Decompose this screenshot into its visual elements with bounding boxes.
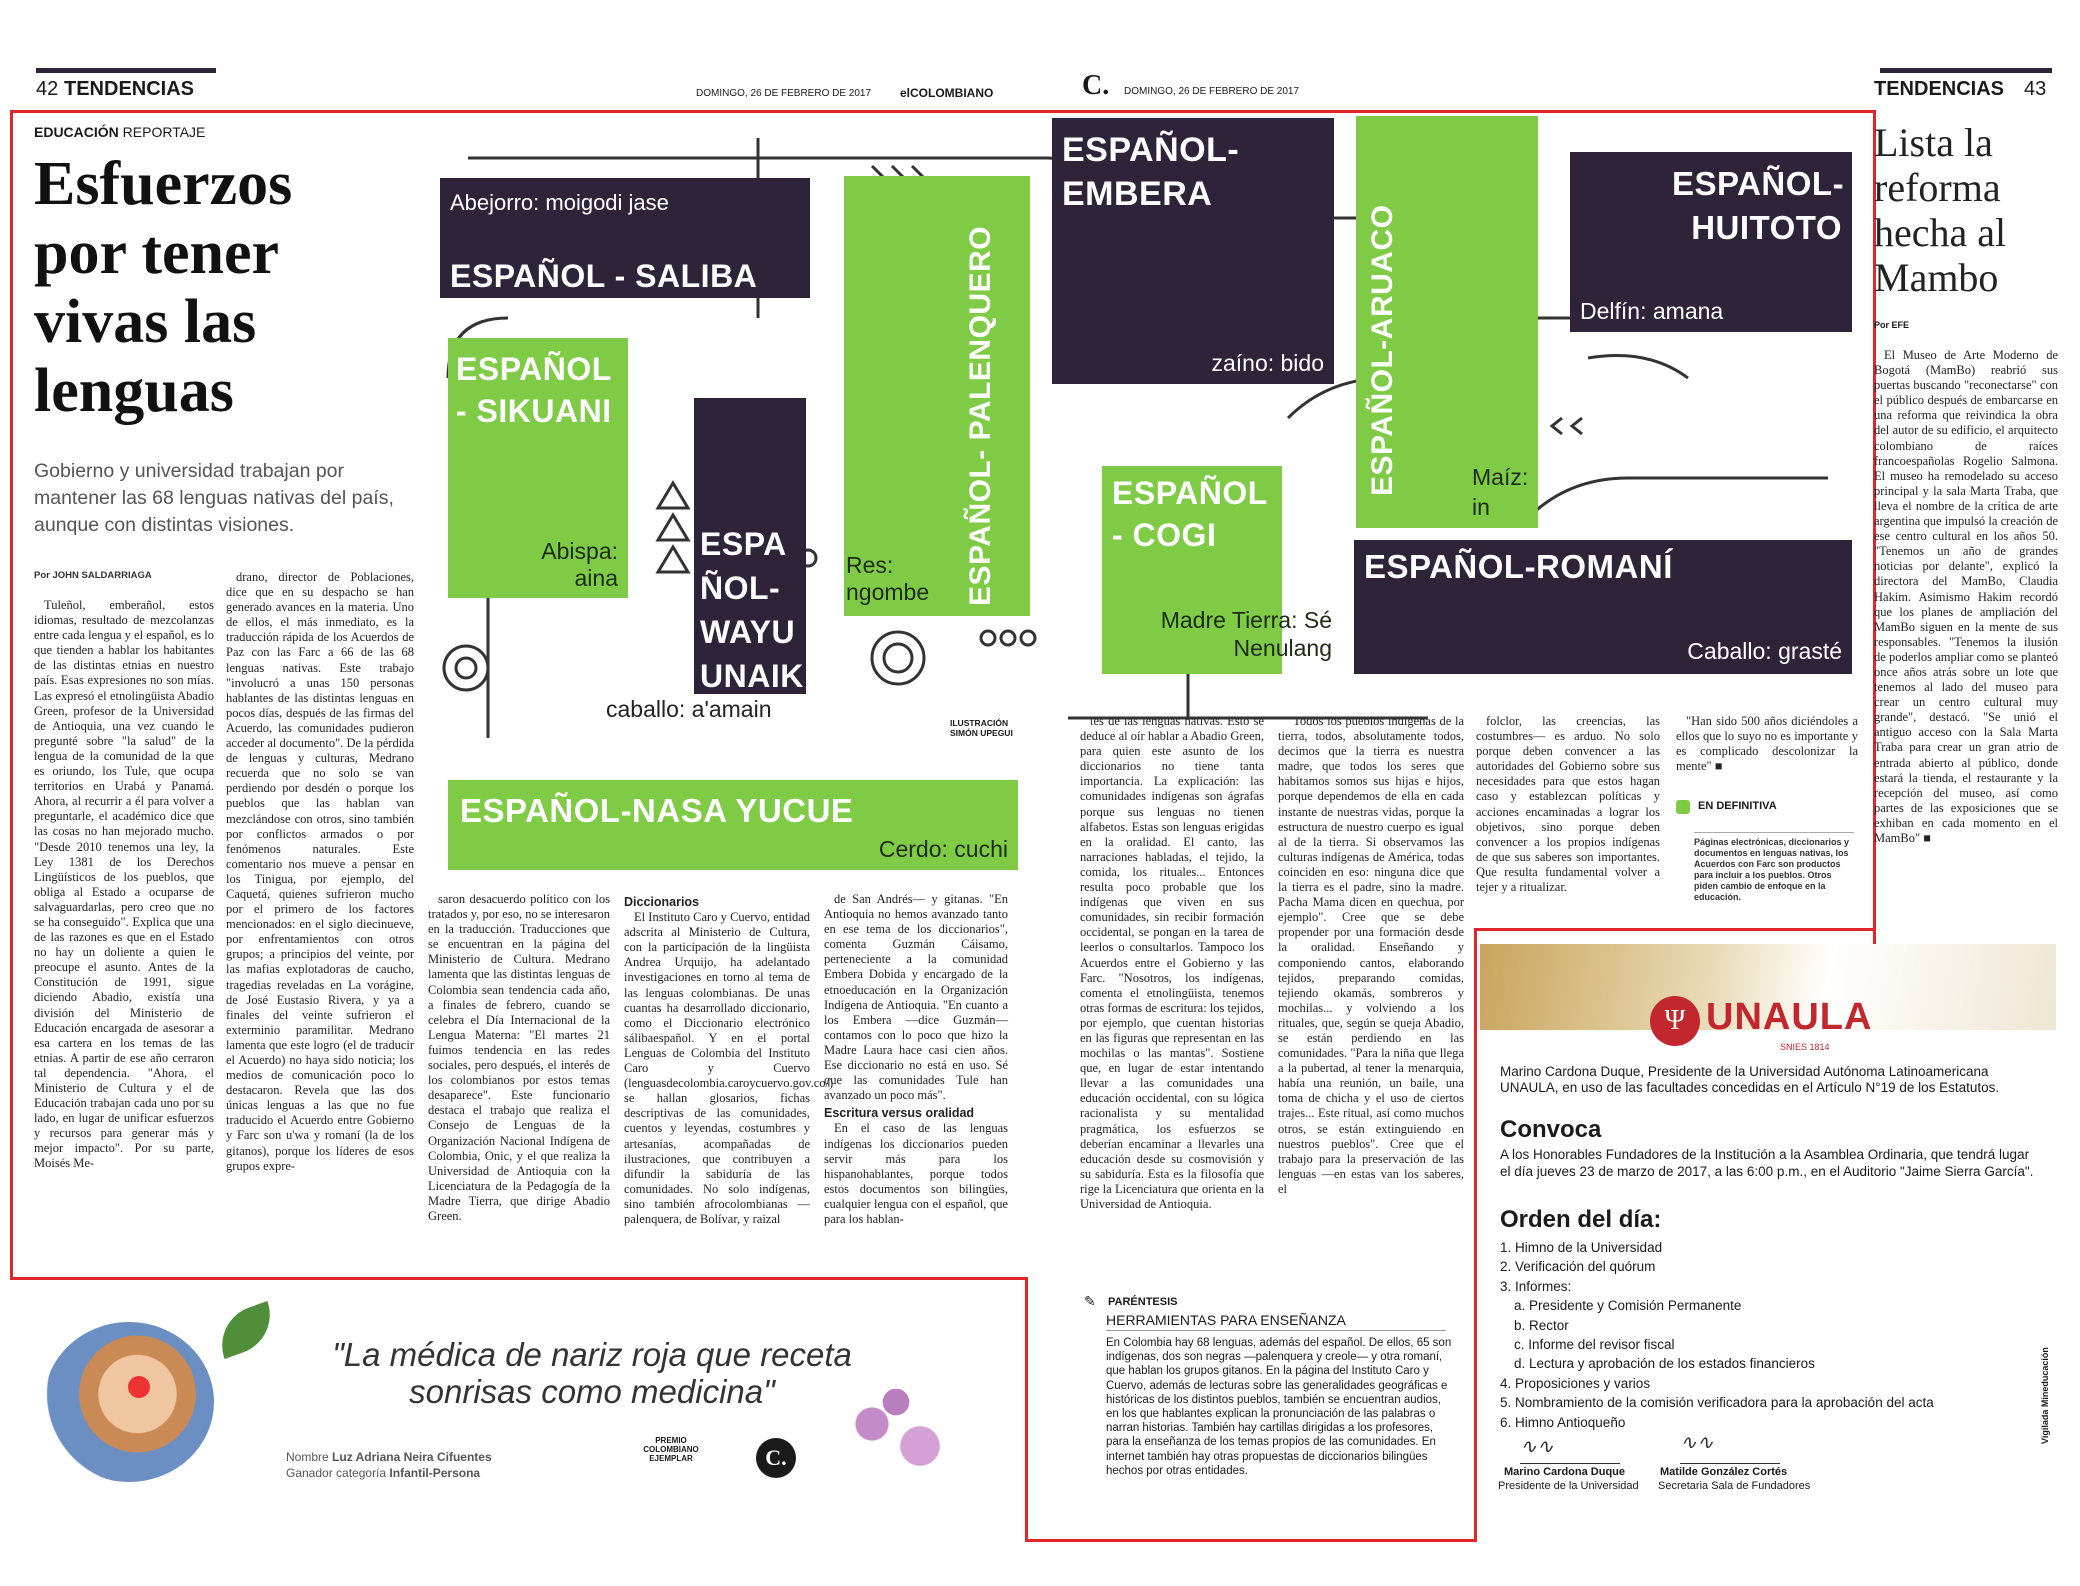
signer-2-role: Secretaria Sala de Fundadores <box>1658 1480 1811 1492</box>
newspaper-logo: C. <box>1082 70 1110 101</box>
right-header-rule <box>1880 68 2052 73</box>
agenda-item: b. Rector <box>1514 1317 1569 1333</box>
box-word: zaíno: bido <box>1211 350 1324 376</box>
signature-1: ∿∿ <box>1520 1434 1620 1464</box>
box-word: Madre Tierra: Sé Nenulang <box>1160 607 1332 661</box>
article-deck: Gobierno y universidad trabajan por mantener las 68 lenguas nativas del país, aunque con distintas visiones. <box>34 460 394 536</box>
box-title: ESPAÑOL- HUITOTO <box>1672 165 1845 246</box>
article-kicker <box>34 124 205 140</box>
agenda-item: d. Lectura y aprobación de los estados financieros <box>1514 1356 1815 1372</box>
ad-orden-title: Orden del día: <box>1500 1206 1662 1233</box>
agenda-item: 6. Himno Antioqueño <box>1500 1414 1626 1430</box>
right-section-name: TENDENCIAS <box>1874 78 2005 100</box>
side-byline: Por EFE <box>1874 320 1910 330</box>
box-word: Abispa: aina <box>541 538 618 591</box>
credit-name: SIMÓN UPEGUI <box>950 728 1013 738</box>
box-espanol-embera <box>1052 118 1334 384</box>
box-word: Caballo: grasté <box>1687 638 1842 664</box>
parentesis-label: PARÉNTESIS <box>1108 1296 1178 1308</box>
box-title: ESPAÑOL - COGI <box>1112 475 1268 553</box>
credit-label: ILUSTRACIÓN <box>950 718 1009 728</box>
illustration-credit <box>950 718 1013 738</box>
unaula-ad <box>1480 944 2056 1528</box>
body-text: En el caso de las lenguas indígenas los diccionarios pueden servir más para los hispanohablantes, porque todos estos documentos son bilingües, cualquier lengua con el español, que para los hablan- <box>824 1121 1008 1226</box>
ad-convoca-text: A los Honorables Fundadores de la Institución a la Asamblea Ordinaria, que tendrá lugar el día jueves 23 de marzo de 2017, a las 6:00 p.m., en el Auditorio "Jaime Sierra García". <box>1500 1147 2034 1179</box>
box-word-caballo-wayu: caballo: a'amain <box>606 696 772 722</box>
box-word: Abejorro: moigodi jase <box>450 190 669 215</box>
doctor-clown-photo <box>44 1322 214 1482</box>
body-text: tes de las lenguas nativas. Esto se deduce al oír hablar a Abadio Green, para quien este asunto de los diccionarios no tiene tanta importancia. La explicación: las comunidades indígenas son ágrafas porque sus lenguas no tienen alfabetos. Estas son lenguas erigidas en la oralidad. El canto, las narraciones habladas, el tejido, la comida, los rituales... Entonces resulta poco probable que los indígenas que viven en sus comunidades, sin recibir formación occidental, se pongan en la tarea de leerlos o consultarlos. Tampoco los Acuerdos entre el Gobierno y las Farc. "Nosotros, los indígenas, comenta el etnolingüista, tenemos otras formas de escritura: los tejidos, por ejemplo, que cuentan historias en las figuras que representan en las mochilas o las mantas". Sostiene que, en lugar de estar intentando llevar a las comunidades una educación occidental, con su lógica racionalista y su mentalidad pragmática, los esfuerzos se deberían encaminar a llevarles una educación desde su cosmovisión y su sabiduría. Esta es la filosofía que rige la Licenciatura que orienta en la Universidad de Antioquia. <box>1080 714 1264 1211</box>
leaf-decoration-icon <box>211 1301 281 1359</box>
box-word: Delfín: amana <box>1580 298 1724 324</box>
frame-bottom-mid <box>1474 928 1876 931</box>
body-text: saron desacuerdo político con los tratados y, por eso, no se interesaron en la traducción. Traducciones que se encuentran en la página del Ministerio de Cultura. Medrano lamenta que las distintas lenguas de Colombia sean tendencia cada año, a finales de febrero, cuando se celebra el Día Internacional de la Lengua Materna: "El martes 21 fuimos tendencia en las redes sociales, pero después, el interés de los colombianos por estos temas desaparece". Este funcionario destaca el trabajo que realiza el Consejo de Lenguas de la Organización Nacional Indígena de Colombia, Onic, y el que realiza la Universidad de Antioquia con la Licenciatura de la Pedagogía de la Madre Tierra, que dirige Abadio Green. <box>428 892 610 1223</box>
box-title: ESPAÑOL-ARUACO <box>1366 204 1399 496</box>
ad-intro: Marino Cardona Duque, Presidente de la Universidad Autónoma Latinoamericana UNAULA, en uso de las facultades concedidas en el Artículo N°19 de los Estatutos. <box>1500 1064 2000 1095</box>
newspaper-name: elCOLOMBIANO <box>900 86 994 100</box>
ad-convoca-title: Convoca <box>1500 1116 1602 1143</box>
agenda-item: c. Informe del revisor fiscal <box>1514 1337 1675 1353</box>
body-text: folclor, las creencias, las costumbres— es arduo. No solo porque deben convencer a las autoridades del Gobierno sobre sus necesidades para que estos hagan caso y establezcan políticas y acciones encaminadas a lograr los objetivos, sino porque deben convencer a los propios indígenas de que sus saberes son importantes. Que resulta fundamental volver a tejer y a ritualizar. <box>1476 714 1660 895</box>
box-title: ESPA ÑOL- WAYU UNAIKI <box>700 526 814 694</box>
promo-name: Luz Adriana Neira Cifuentes <box>332 1450 492 1464</box>
red-nose <box>128 1376 150 1398</box>
parentesis-text: En Colombia hay 68 lenguas, además del español. De ellos, 65 son indígenas, dos son negras —palenquera y creole— y otra romaní, que hablan los grupos gitanos. En la página del Instituto Caro y Cuervo, además de lecturas sobre las generalidades geográficas e históricas de los distintos pueblos, también se encuentran audios, en los que hablantes explican la pronunciación de las palabras o narran historias. También hay cartillas dirigidas a los profesores, para la enseñanza de los temas propios de las comunidades. En internet también hay otras propuestas de diccionarios bilingües hechos por otras entidades. <box>1106 1337 1452 1477</box>
box-espanol-nasa-yucue <box>448 780 1018 870</box>
ad-agenda-list <box>1500 1238 2020 1432</box>
en-definitiva-text: Páginas electrónicas, diccionarios y documentos en lenguas nativas, los Acuerdos con Farc son productos para incluir a los pueblos. Otros piden cambio de enfoque en la educación. <box>1694 832 1854 903</box>
promo-name-label: Nombre <box>286 1450 329 1464</box>
box-espanol-palenquero <box>844 176 1030 616</box>
agenda-item: 4. Proposiciones y varios <box>1500 1375 1651 1391</box>
right-page-number: 43 <box>2024 78 2047 100</box>
promo-quote: "La médica de nariz roja que receta sonrisas como medicina" <box>332 1336 852 1410</box>
signature-2: ∿∿ <box>1680 1430 1780 1464</box>
pin-icon: ✎ <box>1084 1295 1096 1310</box>
right-header-date: DOMINGO, 26 DE FEBRERO DE 2017 <box>1124 86 1300 97</box>
pull-quote: "Han sido 500 años diciéndoles a ellos que lo suyo no es importante y es complicado descolonizar la mente" ■ <box>1676 714 1858 774</box>
ad-logo-icon: Ψ <box>1650 996 1700 1046</box>
left-header-rule <box>36 68 216 73</box>
agenda-item: 5. Nombramiento de la comisión verificadora para la aprobación del acta <box>1500 1395 1934 1411</box>
box-espanol-saliba <box>440 178 810 298</box>
body-text: "Todos los pueblos indígenas de la tierra, todos, absolutamente todos, decimos que la tierra es nuestra madre, que todos los seres que habitamos somos sus hijas e hijos, porque dependemos de ella en cada instante de nuestras vidas, porque la estructura de nuestro cuerpo es igual al de la tierra. Si observamos las culturas indígenas de América, todas coinciden en eso: ninguna dice que la tierra es el padre, sino la madre. Pacha Mama dicen en quechua, por ejemplo". Cree que se debe propender por una formación desde la oralidad. Enseñando y componiendo cantos, elaborando tejidos, preparando comidas, tejiendo okamás, sombreros y mochilas... y volviendo a los rituales, que, según se queja Abadio, se están perdiendo en las comunidades. "Para la niña que llega a la pubertad, al tener la menarquia, había una reunión, un baile, una toma de chicha y el uso de ciertos trajes... Este ritual, así como muchos otros, se están extinguiendo en nuestros pueblos". Cree que el trabajo para la preservación de las lenguas —en estas van los saberes, el <box>1278 714 1464 1196</box>
promo-banner <box>36 1300 1016 1510</box>
box-word: Maíz: in <box>1472 464 1529 520</box>
ad-vertical-note: Vigilada Mineducación <box>2040 1347 2050 1444</box>
body-text: Tuleñol, emberañol, estos idiomas, resultado de mezcolanzas entre cada lengua y el español, es lo que tienden a hablar los habitantes de las distintas etnias en nuestro país. Esas expresiones no son mías. Las expresó el etnolingüista Abadio Green, profesor de la Universidad de Antioquia, una vez cuando le pregunté sobre "la salud" de la lengua de la comunidad de la que es oriundo, los Tule, que ocupa territorios en Urabá y Panamá. Ahora, al recurrir a él para volver a preguntarle, el académico dice que las cosas no han mejorado mucho. "Desde 2010 tenemos una ley, la Ley 1381 de los Derechos Lingüísticos de los pueblos, que obliga al Estado a ocuparse de salvaguardarlas, pero creo que no se ha conseguido". Explica que una de las razones es que en el Estado no hay un doliente a quien le preocupe el asunto. Antes de la Constitución de 1991, sigue diciendo Abadio, existía una división del Ministerio de Educación encargada de asesorar a esa cartera en los temas de las etnias. A partir de ese año cerraron tal dependencia. "Ahora, el Ministerio de Cultura y el de Educación trabajan cada uno por su lado, en lugar de unificar esfuerzos y recursos para generar más y mejor impacto". Por su parte, Moisés Me- <box>34 598 214 1171</box>
frame-right-lower <box>1025 1277 1028 1542</box>
box-espanol-sikuani <box>448 338 628 598</box>
subhead-diccionarios: Diccionarios <box>624 895 700 909</box>
signer-1-name: Marino Cardona Duque <box>1504 1466 1626 1478</box>
box-word: Res: ngombe <box>846 552 930 605</box>
parentesis-box <box>1084 1294 1464 1526</box>
orchid-decoration-icon <box>836 1380 956 1490</box>
frame-bottom-right <box>1025 1539 1477 1542</box>
box-espanol-wayu-unaiki <box>694 398 814 694</box>
side-headline: Lista la reforma hecha al Mambo <box>1874 120 2007 300</box>
body-column-2 <box>226 570 414 1270</box>
signer-2-name: Matilde González Cortés <box>1660 1466 1788 1478</box>
box-espanol-cogi <box>1102 466 1332 674</box>
agenda-item: 1. Himno de la Universidad <box>1500 1240 1663 1255</box>
left-section-name: TENDENCIAS <box>64 78 195 100</box>
side-article-body <box>1874 348 2058 908</box>
box-title: ESPAÑOL-NASA YUCUE <box>460 792 854 829</box>
box-title: ESPAÑOL- EMBERA <box>1062 131 1240 213</box>
left-header-date: DOMINGO, 26 DE FEBRERO DE 2017 <box>696 88 872 99</box>
box-title: ESPAÑOL-ROMANÍ <box>1364 548 1673 585</box>
ad-brand: UNAULA <box>1706 996 1873 1038</box>
signer-1-role: Presidente de la Universidad <box>1498 1480 1639 1492</box>
body-column-4 <box>624 892 834 1270</box>
kicker-type: REPORTAJE <box>122 124 206 140</box>
agenda-item: 3. Informes: <box>1500 1278 1572 1294</box>
side-body-text: El Museo de Arte Moderno de Bogotá (MamBo) reabrió sus puertas buscando "reconectarse" con el público después de embarcarse en una reforma que reivindica la obra del autor de su edificio, el arquitecto colombiano de raíces francoespañolas Rogelio Salmona. El museo ha remodelado su acceso principal y la sala Marta Traba, que lleva el nombre de la crítica de arte argentina que impulsó la creación de ese centro cultural en los años 50. "Tenemos un año de grandes noticias por delante", explicó la directora del MamBo, Claudia Hakim. Asimismo Hakim recordó que los planes de ampliación del MamBo siguen en la mente de sus responsables. "Tenemos la ilusión de poderlos ampliar como se planteó once años atrás sobre un lote que tenemos al lado del museo para crear un centro cultural muy grande", destacó. "Se unió el antiguo acceso con la Sala Marta Traba para crear un gran atrio de entrada abierto al público, donde estará la tienda, el restaurante y la recepción del museo, así como partes de las exposiciones que se exhiban en cada momento en el MamBo" ■ <box>1874 348 2058 845</box>
body-text: drano, director de Poblaciones, dice que en su despacho se han generado avances en la materia. Uno de ellos, el más inmediato, es la traducción rápida de los Acuerdos de Paz con las Farc a 66 de las 68 lenguas nativas. Este trabajo "involucró a unas 150 personas hablantes de las distintas lenguas en pocos días, después de las firmas del Acuerdo, las comunidades pudieron acceder al documento". De la pérdida de lenguas y culturas, Medrano recuerda que no solo se van perdiendo por desdén o porque los pueblos que las hablan van mezclándose con otros, sino también por conflictos armados o por fenómenos naturales. Este comentario nos mueve a pensar en los Tinigua, por ejemplo, del Caquetá, quienes sufrieron mucho por el primero de los factores mencionados: en el siglo diecinueve, por enfrentamientos con otros grupos; a principios del veinte, por las mafias explotadoras de caucho, tragedias reveladas en La vorágine, de José Eustasio Rivera, y ya a finales del veinte sufrieron el exterminio paramilitar. Medrano lamenta que este logro (el de traducir el Acuerdo) no haya sido noticia; los medios de comunicación poco lo destacaron. Revela que las dos únicas lenguas a las que no fue traducido el Acuerdo entre Gobierno y Farc son u'wa y romaní (la de los gitanos), porque los líderes de esos grupos expre- <box>226 570 414 1173</box>
box-title: ESPAÑOL- PALENQUERO <box>964 225 997 606</box>
newspaper-c-logo: C. <box>756 1438 796 1478</box>
agenda-item: 2. Verificación del quórum <box>1500 1259 1656 1275</box>
kicker-section: EDUCACIÓN <box>34 124 119 140</box>
promo-category-label: Ganador categoría <box>286 1466 387 1480</box>
box-espanol-huitoto <box>1570 152 1852 332</box>
body-column-1 <box>34 598 214 1270</box>
left-page-number: 42 <box>36 78 59 100</box>
agenda-item: a. Presidente y Comisión Permanente <box>1514 1298 1742 1314</box>
body-text: de San Andrés— y gitanas. "En Antioquia no hemos avanzado tanto en ese tema de los diccionarios", comenta Guzmán Cáisamo, perteneciente a la comunidad Embera Dobida y encargado de la etnoeducación en la Organización Indígena de Antioquia. "En cuanto a los Embera —dice Guzmán— contamos con lo poco que hizo la Madre Laura hace casi cien años. Ese diccionario no está en uso. Sé que las comunidades Tule han avanzado un poco más". <box>824 892 1008 1103</box>
body-column-5 <box>824 892 1008 1270</box>
box-espanol-romani <box>1354 540 1852 674</box>
frame-right-lower-2 <box>1474 930 1477 1542</box>
ad-snies: SNIES 1814 <box>1780 1042 1830 1052</box>
promo-category-line <box>286 1466 480 1480</box>
frame-bottom-left <box>10 1277 1028 1280</box>
box-espanol-aruaco <box>1356 116 1538 528</box>
box-title: ESPAÑOL - SIKUANI <box>456 351 612 429</box>
parentesis-title: HERRAMIENTAS PARA ENSEÑANZA <box>1106 1312 1446 1331</box>
article-byline: Por JOHN SALDARRIAGA <box>34 570 152 581</box>
body-column-3 <box>428 892 610 1270</box>
subhead-escritura: Escritura versus oralidad <box>824 1106 975 1121</box>
promo-category: Infantil-Persona <box>389 1466 481 1480</box>
body-text: El Instituto Caro y Cuervo, entidad adscrita al Ministerio de Cultura, con la participación de la lingüista Andrea Urquijo, ha adelantado investigaciones en torno al tema de las lenguas colombianas. De unas cuantas ha desarrollado diccionario, como el Diccionario electrónico sálibaespañol. Y en el portal Lenguas de Colombia del Instituto Caro y Cuervo (lenguasdecolombia.caroycuervo.gov.co/) se hallan glosarios, fichas descriptivas de las comunidades, cuentos y leyendas, costumbres y artesanías, acompañadas de ilustraciones, que contribuyen a difundir la sabiduría de las comunidades. No solo indígenas, sino también afrocolombianas — palenquera, de Bolívar, y raizal <box>624 910 834 1226</box>
en-definitiva-label: EN DEFINITIVA <box>1698 800 1777 812</box>
box-word: Cerdo: cuchi <box>878 836 1008 862</box>
box-title: ESPAÑOL - SALIBA <box>450 258 758 294</box>
article-headline: Esfuerzos por tener vivas las lenguas <box>34 150 293 425</box>
promo-name-line <box>286 1450 492 1464</box>
award-logo: PREMIO COLOMBIANO EJEMPLAR <box>643 1436 699 1463</box>
